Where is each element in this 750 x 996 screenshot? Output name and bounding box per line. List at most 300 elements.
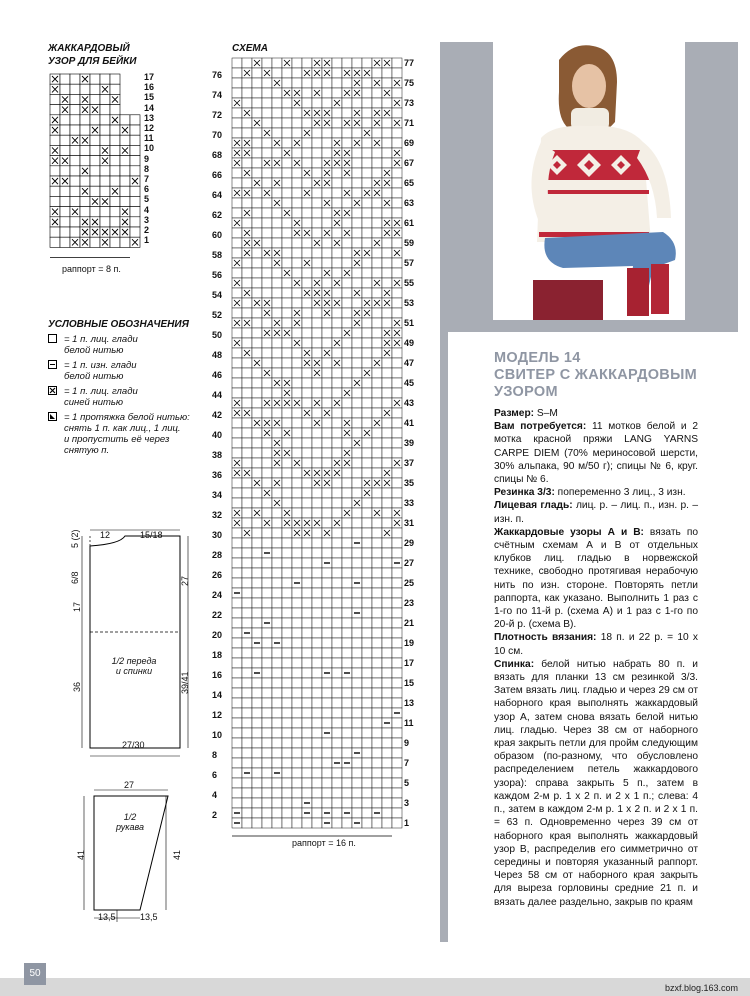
scheme-cell xyxy=(382,318,392,328)
scheme-cell xyxy=(332,788,342,798)
scheme-cell xyxy=(332,568,342,578)
scheme-cell xyxy=(392,778,402,788)
scheme-cell xyxy=(252,318,262,328)
scheme-cell xyxy=(242,128,252,138)
scheme-cell xyxy=(242,388,252,398)
scheme-title: СХЕМА xyxy=(232,43,268,54)
scheme-cell xyxy=(242,308,252,318)
scheme-cell xyxy=(282,818,292,828)
scheme-left-label: 18 xyxy=(212,650,223,660)
scheme-cell xyxy=(352,388,362,398)
scheme-cell xyxy=(322,768,332,778)
scheme-cell xyxy=(392,238,402,248)
small-chart-row-label: 7 xyxy=(144,174,150,184)
scheme-cell xyxy=(302,218,312,228)
scheme-cell xyxy=(312,318,322,328)
scheme-cell xyxy=(342,658,352,668)
scheme-cell xyxy=(362,678,372,688)
scheme-cell xyxy=(302,818,312,828)
scheme-cell xyxy=(372,438,382,448)
scheme-cell xyxy=(332,128,342,138)
scheme-cell xyxy=(372,758,382,768)
scheme-cell xyxy=(302,758,312,768)
scheme-cell xyxy=(282,708,292,718)
scheme-cell xyxy=(302,648,312,658)
scheme-cell xyxy=(292,678,302,688)
scheme-cell xyxy=(322,498,332,508)
scheme-cell xyxy=(382,258,392,268)
scheme-cell xyxy=(352,758,362,768)
scheme-cell xyxy=(382,448,392,458)
scheme-cell xyxy=(272,508,282,518)
scheme-cell xyxy=(382,788,392,798)
scheme-cell xyxy=(242,198,252,208)
scheme-cell xyxy=(372,318,382,328)
scheme-cell xyxy=(262,658,272,668)
scheme-cell xyxy=(392,788,402,798)
scheme-cell xyxy=(382,308,392,318)
scheme-cell xyxy=(262,448,272,458)
scheme-cell xyxy=(312,338,322,348)
scheme-cell xyxy=(352,528,362,538)
scheme-cell xyxy=(252,428,262,438)
scheme-cell xyxy=(242,158,252,168)
scheme-cell xyxy=(342,288,352,298)
small-chart-cell xyxy=(100,166,110,176)
scheme-cell xyxy=(352,768,362,778)
scheme-cell xyxy=(232,548,242,558)
scheme-cell xyxy=(392,268,402,278)
scheme-cell xyxy=(302,578,312,588)
scheme-cell xyxy=(352,788,362,798)
scheme-cell xyxy=(302,78,312,88)
scheme-cell xyxy=(372,208,382,218)
scheme-cell xyxy=(262,98,272,108)
scheme-cell xyxy=(292,258,302,268)
scheme-cell xyxy=(312,748,322,758)
scheme-cell xyxy=(352,98,362,108)
scheme-right-label: 1 xyxy=(404,818,410,828)
scheme-cell xyxy=(312,598,322,608)
scheme-cell xyxy=(382,78,392,88)
scheme-cell xyxy=(272,588,282,598)
scheme-cell xyxy=(322,398,332,408)
white-purl-stitch-icon xyxy=(48,360,57,369)
small-chart-cell xyxy=(50,186,60,196)
scheme-cell xyxy=(262,108,272,118)
scheme-cell xyxy=(352,178,362,188)
scheme-cell xyxy=(272,778,282,788)
dim-left-6-8: 6/8 xyxy=(70,571,80,584)
scheme-cell xyxy=(272,658,282,668)
scheme-cell xyxy=(282,258,292,268)
small-chart-cell xyxy=(100,74,110,84)
scheme-cell xyxy=(352,208,362,218)
scheme-cell xyxy=(352,798,362,808)
small-chart-row-label: 6 xyxy=(144,184,150,195)
scheme-cell xyxy=(282,318,292,328)
scheme-cell xyxy=(382,358,392,368)
scheme-cell xyxy=(332,418,342,428)
small-chart-cell xyxy=(80,84,90,94)
scheme-cell xyxy=(392,308,402,318)
scheme-left-label: 40 xyxy=(212,430,223,440)
scheme-cell xyxy=(272,68,282,78)
scheme-cell xyxy=(252,208,262,218)
scheme-cell xyxy=(292,128,302,138)
scheme-cell xyxy=(332,728,342,738)
scheme-cell xyxy=(392,178,402,188)
scheme-cell xyxy=(292,178,302,188)
scheme-cell xyxy=(312,608,322,618)
scheme-cell xyxy=(322,598,332,608)
scheme-cell xyxy=(382,138,392,148)
scheme-cell xyxy=(312,188,322,198)
scheme-cell xyxy=(382,98,392,108)
scheme-cell xyxy=(302,378,312,388)
scheme-cell xyxy=(392,668,402,678)
scheme-cell xyxy=(352,568,362,578)
scheme-cell xyxy=(252,148,262,158)
scheme-cell xyxy=(362,628,372,638)
small-chart-cell xyxy=(70,125,80,135)
scheme-cell xyxy=(372,708,382,718)
scheme-cell xyxy=(262,748,272,758)
scheme-cell xyxy=(272,288,282,298)
scheme-cell xyxy=(382,498,392,508)
scheme-cell xyxy=(312,488,322,498)
small-chart-cell xyxy=(70,105,80,115)
scheme-cell xyxy=(302,788,312,798)
scheme-cell xyxy=(262,338,272,348)
scheme-cell xyxy=(272,648,282,658)
scheme-cell xyxy=(302,728,312,738)
scheme-cell xyxy=(282,438,292,448)
scheme-cell xyxy=(342,608,352,618)
scheme-cell xyxy=(262,348,272,358)
scheme-left-label: 2 xyxy=(212,810,218,820)
scheme-cell xyxy=(282,278,292,288)
scheme-cell xyxy=(362,178,372,188)
scheme-cell xyxy=(312,408,322,418)
scheme-cell xyxy=(342,78,352,88)
small-chart-cell xyxy=(60,145,70,155)
scheme-cell xyxy=(282,658,292,668)
scheme-left-label: 44 xyxy=(212,390,223,400)
scheme-cell xyxy=(382,458,392,468)
scheme-cell xyxy=(292,268,302,278)
small-chart-cell xyxy=(110,237,120,247)
scheme-left-label: 16 xyxy=(212,670,223,680)
scheme-cell xyxy=(232,688,242,698)
scheme-cell xyxy=(332,528,342,538)
scheme-cell xyxy=(362,328,372,338)
small-chart-cell xyxy=(50,227,60,237)
scheme-cell xyxy=(332,578,342,588)
scheme-cell xyxy=(322,388,332,398)
scheme-cell xyxy=(232,748,242,758)
scheme-cell xyxy=(292,108,302,118)
scheme-cell xyxy=(362,748,372,758)
scheme-cell xyxy=(302,658,312,668)
scheme-cell xyxy=(352,508,362,518)
scheme-cell xyxy=(362,148,372,158)
scheme-cell xyxy=(362,468,372,478)
scheme-cell xyxy=(312,808,322,818)
scheme-cell xyxy=(362,608,372,618)
small-chart-cell xyxy=(110,196,120,206)
scheme-cell xyxy=(242,738,252,748)
scheme-cell xyxy=(392,818,402,828)
scheme-cell xyxy=(322,508,332,518)
scheme-cell xyxy=(252,778,262,788)
scheme-cell xyxy=(332,68,342,78)
scheme-cell xyxy=(232,378,242,388)
scheme-cell xyxy=(262,278,272,288)
scheme-cell xyxy=(372,428,382,438)
scheme-cell xyxy=(362,788,372,798)
scheme-cell xyxy=(352,398,362,408)
scheme-cell xyxy=(292,388,302,398)
scheme-cell xyxy=(352,418,362,428)
scheme-cell xyxy=(282,338,292,348)
scheme-cell xyxy=(362,728,372,738)
scheme-cell xyxy=(342,598,352,608)
scheme-cell xyxy=(362,198,372,208)
blue-knit-stitch-icon xyxy=(48,386,57,395)
small-chart-cell xyxy=(110,125,120,135)
scheme-cell xyxy=(362,708,372,718)
scheme-cell xyxy=(282,608,292,618)
scheme-left-label: 48 xyxy=(212,350,223,360)
scheme-cell xyxy=(282,228,292,238)
scheme-cell xyxy=(332,348,342,358)
scheme-cell xyxy=(282,128,292,138)
scheme-cell xyxy=(242,218,252,228)
small-chart-cell xyxy=(120,115,130,125)
scheme-cell xyxy=(372,328,382,338)
scheme-cell xyxy=(372,68,382,78)
scheme-right-label: 59 xyxy=(404,238,415,248)
scheme-cell xyxy=(322,438,332,448)
scheme-cell xyxy=(262,728,272,738)
scheme-cell xyxy=(342,498,352,508)
scheme-cell xyxy=(252,338,262,348)
scheme-cell xyxy=(342,738,352,748)
scheme-cell xyxy=(372,788,382,798)
scheme-cell xyxy=(272,808,282,818)
small-chart-cell xyxy=(90,156,100,166)
scheme-cell xyxy=(272,618,282,628)
scheme-cell xyxy=(322,578,332,588)
scheme-cell xyxy=(252,818,262,828)
small-chart-cell xyxy=(90,166,100,176)
scheme-cell xyxy=(302,688,312,698)
scheme-cell xyxy=(372,598,382,608)
small-chart-title: ЖАККАРДОВЫЙ УЗОР ДЛЯ БЕЙКИ xyxy=(48,43,137,67)
scheme-cell xyxy=(392,358,402,368)
scheme-cell xyxy=(292,368,302,378)
scheme-cell xyxy=(282,118,292,128)
scheme-cell xyxy=(392,568,402,578)
scheme-cell xyxy=(362,218,372,228)
scheme-cell xyxy=(362,268,372,278)
scheme-cell xyxy=(392,138,402,148)
scheme-cell xyxy=(292,648,302,658)
scheme-cell xyxy=(312,268,322,278)
scheme-cell xyxy=(302,388,312,398)
scheme-cell xyxy=(372,738,382,748)
scheme-cell xyxy=(242,58,252,68)
scheme-cell xyxy=(392,128,402,138)
scheme-cell xyxy=(322,428,332,438)
scheme-cell xyxy=(302,138,312,148)
scheme-cell xyxy=(322,588,332,598)
scheme-cell xyxy=(232,578,242,588)
scheme-cell xyxy=(382,588,392,598)
scheme-left-label: 54 xyxy=(212,290,223,300)
scheme-left-label: 38 xyxy=(212,450,223,460)
small-chart-cell xyxy=(130,135,140,145)
scheme-cell xyxy=(282,308,292,318)
scheme-cell xyxy=(312,578,322,588)
scheme-cell xyxy=(342,128,352,138)
scheme-cell xyxy=(322,718,332,728)
scheme-cell xyxy=(252,468,262,478)
scheme-cell xyxy=(232,248,242,258)
scheme-cell xyxy=(282,698,292,708)
scheme-cell xyxy=(242,458,252,468)
scheme-cell xyxy=(282,108,292,118)
scheme-cell xyxy=(352,228,362,238)
scheme-cell xyxy=(232,328,242,338)
scheme-cell xyxy=(242,588,252,598)
scheme-cell xyxy=(382,508,392,518)
scheme-cell xyxy=(272,558,282,568)
scheme-cell xyxy=(282,288,292,298)
scheme-cell xyxy=(322,658,332,668)
scheme-cell xyxy=(312,708,322,718)
scheme-cell xyxy=(322,688,332,698)
scheme-left-label: 64 xyxy=(212,190,223,200)
scheme-cell xyxy=(372,638,382,648)
scheme-cell xyxy=(312,768,322,778)
scheme-cell xyxy=(332,448,342,458)
scheme-cell xyxy=(312,638,322,648)
scheme-cell xyxy=(232,308,242,318)
scheme-left-label: 6 xyxy=(212,770,218,780)
scheme-cell xyxy=(342,398,352,408)
scheme-cell xyxy=(332,78,342,88)
scheme-cell xyxy=(252,268,262,278)
scheme-cell xyxy=(252,648,262,658)
scheme-cell xyxy=(382,618,392,628)
small-chart-cell xyxy=(90,207,100,217)
scheme-cell xyxy=(342,818,352,828)
small-chart-cell xyxy=(120,156,130,166)
scheme-cell xyxy=(322,518,332,528)
scheme-cell xyxy=(312,228,322,238)
scheme-cell xyxy=(342,478,352,488)
scheme-cell xyxy=(332,58,342,68)
scheme-cell xyxy=(302,588,312,598)
materials-paragraph: Вам потребуется: 11 мотков белой и 2 мотка красной пряжи LANG YARNS CARPE DIEM (70% мериносовой шерсти, 30% альпака, 90 м/50 г); спицы № 6, круг. спицы № 6. xyxy=(494,421,698,486)
scheme-cell xyxy=(302,478,312,488)
article-body xyxy=(494,407,698,909)
scheme-cell xyxy=(302,198,312,208)
scheme-cell xyxy=(322,88,332,98)
small-chart-cell xyxy=(120,186,130,196)
scheme-cell xyxy=(362,338,372,348)
scheme-cell xyxy=(392,368,402,378)
small-chart-cell xyxy=(70,115,80,125)
scheme-cell xyxy=(292,698,302,708)
scheme-cell xyxy=(272,128,282,138)
scheme-cell xyxy=(252,328,262,338)
scheme-cell xyxy=(232,418,242,428)
scheme-cell xyxy=(332,498,342,508)
decorative-sidebar xyxy=(440,332,448,942)
scheme-cell xyxy=(312,628,322,638)
scheme-cell xyxy=(352,168,362,178)
scheme-cell xyxy=(292,668,302,678)
small-chart-cell xyxy=(80,125,90,135)
scheme-cell xyxy=(392,468,402,478)
scheme-cell xyxy=(292,658,302,668)
scheme-cell xyxy=(252,248,262,258)
scheme-cell xyxy=(392,438,402,448)
scheme-cell xyxy=(392,618,402,628)
scheme-cell xyxy=(302,608,312,618)
scheme-cell xyxy=(262,118,272,128)
scheme-cell xyxy=(292,788,302,798)
scheme-right-label: 5 xyxy=(404,778,410,788)
dim-top-15-18: 15/18 xyxy=(140,530,163,540)
scheme-cell xyxy=(262,638,272,648)
scheme-cell xyxy=(372,218,382,228)
scheme-cell xyxy=(342,648,352,658)
scheme-cell xyxy=(332,768,342,778)
scheme-cell xyxy=(352,268,362,278)
site-watermark: bzxf.blog.163.com xyxy=(664,983,738,993)
scheme-cell xyxy=(272,148,282,158)
scheme-right-label: 65 xyxy=(404,178,415,188)
small-chart-cell xyxy=(60,227,70,237)
scheme-cell xyxy=(282,628,292,638)
scheme-cell xyxy=(372,128,382,138)
scheme-cell xyxy=(272,218,282,228)
small-chart-cell xyxy=(110,207,120,217)
scheme-cell xyxy=(372,798,382,808)
scheme-cell xyxy=(272,728,282,738)
scheme-cell xyxy=(372,628,382,638)
scheme-cell xyxy=(322,648,332,658)
scheme-cell xyxy=(332,368,342,378)
scheme-cell xyxy=(232,128,242,138)
scheme-cell xyxy=(342,538,352,548)
scheme-cell xyxy=(282,168,292,178)
scheme-cell xyxy=(242,368,252,378)
scheme-cell xyxy=(322,758,332,768)
scheme-cell xyxy=(312,668,322,678)
scheme-cell xyxy=(352,668,362,678)
scheme-cell xyxy=(262,318,272,328)
scheme-cell xyxy=(272,338,282,348)
scheme-cell xyxy=(342,58,352,68)
scheme-cell xyxy=(352,638,362,648)
scheme-cell xyxy=(292,358,302,368)
scheme-cell xyxy=(352,218,362,228)
